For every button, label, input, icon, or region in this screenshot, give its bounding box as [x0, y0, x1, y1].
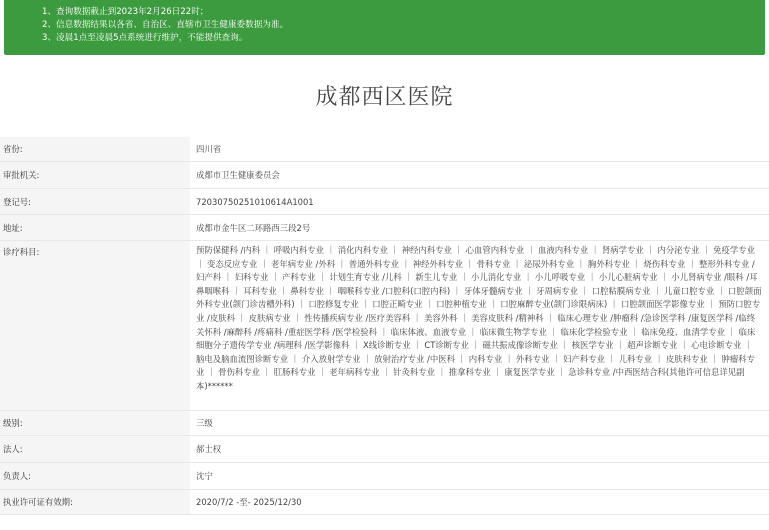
license-validity-label: 执业许可证有效期: — [0, 490, 190, 514]
hospital-info-table — [0, 137, 769, 515]
row-license-validity — [0, 490, 769, 515]
row-head — [0, 463, 769, 490]
page-title: 成都西区医院 — [315, 85, 454, 110]
license-validity-value: 2020/7/2 -至- 2025/12/30 — [196, 497, 302, 507]
notice-line-2: 2、信息数据结果以各省、自治区、直辖市卫生健康委数据为准。 — [42, 20, 289, 30]
subjects-label: 诊疗科目: — [0, 241, 190, 410]
authority-value: 成都市卫生健康委员会 — [196, 170, 280, 180]
row-authority — [0, 162, 769, 189]
notice-line-3: 3、凌晨1点至凌晨5点系统进行维护，不能提供查询。 — [42, 33, 248, 43]
registration-no-value: 72030750251010614A1001 — [196, 196, 314, 207]
head-label: 负责人: — [0, 463, 190, 489]
row-subjects — [0, 241, 769, 411]
province-value: 四川省 — [196, 144, 222, 154]
row-address — [0, 215, 769, 241]
subjects-value: 预防保健科 /内科 ｜ 呼吸内科专业 ｜ 消化内科专业 ｜ 神经内科专业 ｜ 心血管内科专业 ｜ 血液内科专业 ｜ 肾病学专业 ｜ 内分泌专业 ｜ 免疫学专业 ｜ 变态反应专业 ｜ 老年病专业 /外科 ｜ 普通外科专业 ｜ 神经外科专业 ｜ 骨科专业 ｜ 泌尿外科专业 ｜ 胸外科专业 ｜ 烧伤科专业 ｜ 整形外科专业 /妇产科 ｜ 妇科专业 ｜ 产科专业 ｜ 计划生育专业 /儿科 ｜ 新生儿专业 ｜ 小儿消化专业 ｜ 小儿呼吸专业 ｜ 小儿心脏病专业 ｜ 小儿肾病专业 /眼科 /耳鼻咽喉科 ｜ 耳科专业 ｜ 鼻科专业 ｜ 咽喉科专业 /口腔科(口腔内科) ｜ 牙体牙髓病专业 ｜ 牙周病专业 ｜ 口腔粘膜病专业 ｜ 儿童口腔专业 ｜ 口腔颌面外科专业(颌门诊齿槽外科) ｜ 口腔修复专业 ｜ 口腔正畸专业 ｜ 口腔种植专业 ｜ 口腔麻醉专业(颌门诊限病床) ｜ 口腔颌面医学影像专业 ｜ 预防口腔专业 /皮肤科 ｜ 皮肤病专业 ｜ 性传播疾病专业 /医疗美容科 ｜ 美容外科 ｜ 美容皮肤科 /精神科 ｜ 临床心理专业 /肿瘤科 /急诊医学科 /康复医学科 /临终关怀科 /麻醉科 /疼痛科 /重症医学科 /医学检验科 ｜ 临床体液、血液专业 ｜ 临床微生物学专业 ｜ 临床化学检验专业 ｜ 临床免疫、血清学专业 ｜ 临床细胞分子遗传学专业 /病理科 /医学影像科 ｜ X线诊断专业 ｜ CT诊断专业 ｜ 磁共振成像诊断专业 ｜ 核医学专业 ｜ 超声诊断专业 ｜ 心电诊断专业 ｜ 脑电及脑血流图诊断专业 ｜ 介入放射学专业 ｜ 放射治疗专业 /中医科 ｜ 内科专业 ｜ 外科专业 ｜ 妇产科专业 ｜ 儿科专业 ｜ 皮肤科专业 ｜ 肿瘤科专业 ｜ 骨伤科专业 ｜ 肛肠科专业 ｜ 老年病科专业 ｜ 针灸科专业 ｜ 推拿科专业 ｜ 康复医学专业 ｜ 急诊科专业 /中西医结合科(其他许可信息详见副本)****** — [196, 245, 762, 391]
row-legal-person — [0, 436, 769, 463]
level-label: 级别: — [0, 411, 190, 435]
row-level — [0, 411, 769, 436]
province-label: 省份: — [0, 137, 190, 161]
row-province — [0, 137, 769, 162]
legal-person-value: 郝士权 — [196, 444, 222, 454]
row-registration-no — [0, 189, 769, 215]
head-value: 沈宁 — [196, 471, 213, 481]
legal-person-label: 法人: — [0, 436, 190, 462]
notice-banner — [4, 0, 765, 55]
notice-line-1: 1、查询数据截止到2023年2月26日22时； — [42, 7, 209, 17]
authority-label: 审批机关: — [0, 162, 190, 188]
level-value: 三级 — [196, 418, 213, 428]
address-value: 成都市金牛区二环路西三段2号 — [196, 222, 311, 233]
address-label: 地址: — [0, 215, 190, 240]
registration-no-label: 登记号: — [0, 189, 190, 214]
